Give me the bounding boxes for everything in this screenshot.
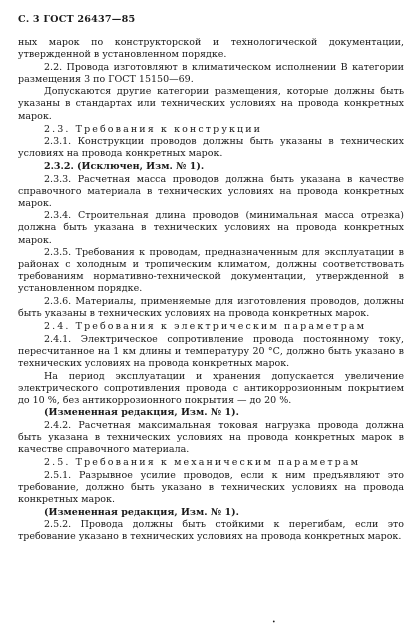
page-header: С. 3 ГОСТ 26437—85 — [18, 14, 136, 25]
paragraph-2-4-1-note: На период эксплуатации и хранения допускается увеличение электрического сопротивления провода с антикоррозионным покрытием до 10 %, без антикоррозионного покрытия — до 20 %. — [18, 370, 404, 406]
section-heading-2-5: 2.5. Требования к механическим параметрам — [44, 457, 361, 469]
section-heading-2-4: 2.4. Требования к электрическим параметрам — [44, 321, 367, 333]
paragraph-2-2-note: Допускаются другие категории размещения, которые должны быть указаны в стандартах или технических условиях на провода конкретных марок. — [18, 86, 404, 122]
paragraph-2-3-1: 2.3.1. Конструкции проводов должны быть указаны в технических условиях на провода конкретных марок. — [18, 136, 404, 160]
paragraph-2-4-2: 2.4.2. Расчетная максимальная токовая нагрузка провода должна быть указана в технических условиях на провода конкретных марок в качестве справочного материала. — [18, 419, 404, 456]
print-dot: • — [272, 619, 276, 626]
paragraph-2-3-4: 2.3.4. Строительная длина проводов (минимальная масса отрезка) должна быть указана в технических условиях на провода конкретных марок. — [18, 210, 404, 246]
paragraph-2-4-1: 2.4.1. Электрическое сопротивление провода постоянному току, пересчитанное на 1 км длины и температуру 20 °С, должно быть указано в технических условиях на провода конкретных марок. — [18, 333, 404, 369]
paragraph-2-3-2: 2.3.2. (Исключен, Изм. № 1). — [44, 160, 205, 172]
paragraph-continuation: ных марок по конструкторской и технологической документации, утвержденной в установленном порядке. — [18, 37, 404, 61]
paragraph-2-2: 2.2. Провода изготовляют в климатическом исполнении В категории размещения 3 по ГОСТ 15150—69. — [18, 61, 404, 85]
document-body — [18, 37, 404, 544]
amendment-note-1: (Измененная редакция, Изм. № 1). — [44, 407, 239, 419]
paragraph-2-3-5: 2.3.5. Требования к проводам, предназначенным для эксплуатации в районах с холодным и тропическим климатом, должны соответствовать требованиям нормативно-технической документации, утвержденной в установленном порядке. — [18, 247, 404, 295]
amendment-note-2: (Измененная редакция, Изм. № 1). — [44, 506, 239, 518]
paragraph-2-5-1: 2.5.1. Разрывное усилие проводов, если к ним предъявляют это требование, должно быть указано в технических условиях на провода конкретных марок. — [18, 469, 404, 505]
paragraph-2-3-3: 2.3.3. Расчетная масса проводов должна быть указана в качестве справочного материала в технических условиях на провода конкретных марок. — [18, 173, 404, 209]
paragraph-2-5-2: 2.5.2. Провода должны быть стойкими к перегибам, если это требование указано в технических условиях на провода конкретных марок. — [18, 519, 404, 543]
section-heading-2-3: 2.3. Требования к конструкции — [44, 123, 263, 135]
paragraph-2-3-6: 2.3.6. Материалы, применяемые для изготовления проводов, должны быть указаны в технических условиях на провода конкретных марок. — [18, 295, 404, 320]
